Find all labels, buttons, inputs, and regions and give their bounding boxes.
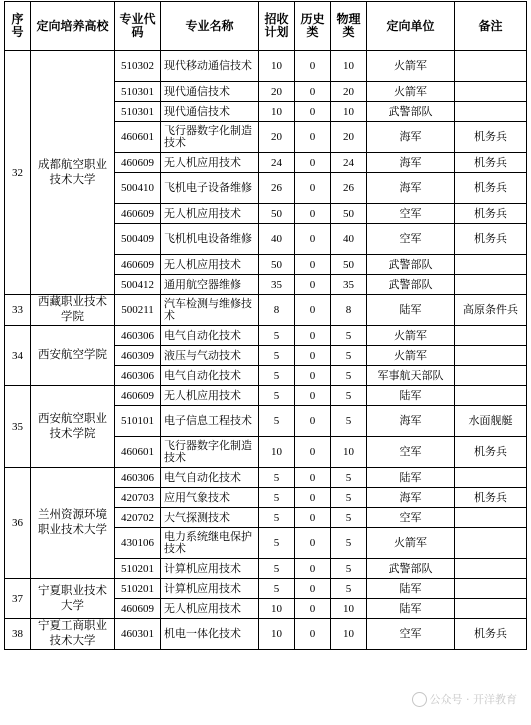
- row-remark: [455, 102, 527, 122]
- row-code: 500412: [115, 275, 161, 295]
- row-remark: [455, 51, 527, 82]
- row-unit: 陆军: [367, 295, 455, 326]
- wechat-icon: [412, 692, 427, 707]
- row-remark: [455, 386, 527, 406]
- row-school: 西安航空学院: [31, 326, 115, 386]
- row-major: 现代通信技术: [161, 82, 259, 102]
- row-major: 电力系统继电保护技术: [161, 528, 259, 559]
- row-code: 500211: [115, 295, 161, 326]
- row-history: 0: [295, 255, 331, 275]
- row-school: 宁夏职业技术大学: [31, 579, 115, 619]
- row-school: 西藏职业技术学院: [31, 295, 115, 326]
- row-seq: 35: [5, 386, 31, 468]
- row-seq: 37: [5, 579, 31, 619]
- row-history: 0: [295, 599, 331, 619]
- row-code: 510301: [115, 102, 161, 122]
- row-seq: 38: [5, 619, 31, 650]
- row-physics: 20: [331, 82, 367, 102]
- row-remark: 机务兵: [455, 153, 527, 173]
- row-quota: 10: [259, 619, 295, 650]
- row-code: 460609: [115, 153, 161, 173]
- row-history: 0: [295, 468, 331, 488]
- row-history: 0: [295, 122, 331, 153]
- row-unit: 武警部队: [367, 102, 455, 122]
- row-remark: [455, 579, 527, 599]
- row-unit: 空军: [367, 437, 455, 468]
- row-quota: 5: [259, 488, 295, 508]
- enrollment-quota-table: [4, 1, 527, 650]
- row-major: 无人机应用技术: [161, 204, 259, 224]
- row-remark: [455, 599, 527, 619]
- row-major: 无人机应用技术: [161, 386, 259, 406]
- row-history: 0: [295, 295, 331, 326]
- row-history: 0: [295, 579, 331, 599]
- row-quota: 5: [259, 386, 295, 406]
- row-major: 无人机应用技术: [161, 599, 259, 619]
- header-major: 专业名称: [161, 2, 259, 51]
- row-code: 510301: [115, 82, 161, 102]
- row-code: 460601: [115, 122, 161, 153]
- row-quota: 10: [259, 102, 295, 122]
- row-history: 0: [295, 204, 331, 224]
- row-physics: 20: [331, 122, 367, 153]
- row-history: 0: [295, 437, 331, 468]
- row-physics: 5: [331, 488, 367, 508]
- row-physics: 10: [331, 102, 367, 122]
- row-physics: 24: [331, 153, 367, 173]
- row-history: 0: [295, 82, 331, 102]
- row-remark: 机务兵: [455, 224, 527, 255]
- row-school: 宁夏工商职业技术大学: [31, 619, 115, 650]
- row-unit: 海军: [367, 488, 455, 508]
- row-major: 无人机应用技术: [161, 255, 259, 275]
- watermark-text: 公众号 · 开洋教育: [429, 692, 517, 706]
- row-seq: 33: [5, 295, 31, 326]
- row-quota: 24: [259, 153, 295, 173]
- row-remark: 机务兵: [455, 437, 527, 468]
- row-major: 计算机应用技术: [161, 559, 259, 579]
- row-quota: 20: [259, 82, 295, 102]
- row-code: 460306: [115, 366, 161, 386]
- row-quota: 5: [259, 406, 295, 437]
- row-code: 510201: [115, 579, 161, 599]
- row-unit: 海军: [367, 406, 455, 437]
- row-school: 西安航空职业技术学院: [31, 386, 115, 468]
- row-major: 汽车检测与维修技术: [161, 295, 259, 326]
- row-physics: 5: [331, 559, 367, 579]
- row-code: 460306: [115, 468, 161, 488]
- row-remark: [455, 559, 527, 579]
- row-school: 成都航空职业技术大学: [31, 51, 115, 295]
- row-code: 460609: [115, 599, 161, 619]
- row-quota: 5: [259, 579, 295, 599]
- row-physics: 50: [331, 255, 367, 275]
- row-quota: 8: [259, 295, 295, 326]
- row-physics: 5: [331, 406, 367, 437]
- row-code: 430106: [115, 528, 161, 559]
- row-major: 电气自动化技术: [161, 326, 259, 346]
- row-quota: 5: [259, 559, 295, 579]
- row-major: 飞机机电设备维修: [161, 224, 259, 255]
- row-quota: 10: [259, 51, 295, 82]
- row-quota: 10: [259, 437, 295, 468]
- row-major: 飞行器数字化制造技术: [161, 122, 259, 153]
- row-physics: 10: [331, 619, 367, 650]
- row-code: 510201: [115, 559, 161, 579]
- row-code: 460609: [115, 204, 161, 224]
- row-quota: 5: [259, 326, 295, 346]
- row-quota: 5: [259, 468, 295, 488]
- row-unit: 军事航天部队: [367, 366, 455, 386]
- table-row: [5, 579, 527, 599]
- row-seq: 32: [5, 51, 31, 295]
- row-remark: [455, 508, 527, 528]
- row-history: 0: [295, 559, 331, 579]
- watermark: [412, 691, 518, 708]
- row-unit: 空军: [367, 224, 455, 255]
- row-physics: 5: [331, 579, 367, 599]
- row-major: 大气探测技术: [161, 508, 259, 528]
- row-code: 460309: [115, 346, 161, 366]
- row-unit: 空军: [367, 619, 455, 650]
- row-major: 现代移动通信技术: [161, 51, 259, 82]
- row-unit: 武警部队: [367, 275, 455, 295]
- quota-table-container: [4, 1, 526, 650]
- row-unit: 陆军: [367, 468, 455, 488]
- row-physics: 10: [331, 51, 367, 82]
- row-code: 420702: [115, 508, 161, 528]
- row-code: 460306: [115, 326, 161, 346]
- row-school: 兰州资源环境职业技术大学: [31, 468, 115, 579]
- row-quota: 26: [259, 173, 295, 204]
- row-quota: 10: [259, 599, 295, 619]
- row-major: 电子信息工程技术: [161, 406, 259, 437]
- row-major: 计算机应用技术: [161, 579, 259, 599]
- header-school: 定向培养高校: [31, 2, 115, 51]
- row-physics: 35: [331, 275, 367, 295]
- row-major: 现代通信技术: [161, 102, 259, 122]
- row-quota: 5: [259, 346, 295, 366]
- row-remark: 机务兵: [455, 488, 527, 508]
- row-physics: 5: [331, 366, 367, 386]
- row-history: 0: [295, 173, 331, 204]
- row-history: 0: [295, 488, 331, 508]
- row-code: 510302: [115, 51, 161, 82]
- row-unit: 火箭军: [367, 346, 455, 366]
- row-history: 0: [295, 386, 331, 406]
- row-remark: 机务兵: [455, 204, 527, 224]
- table-row: [5, 295, 527, 326]
- row-unit: 海军: [367, 153, 455, 173]
- row-history: 0: [295, 275, 331, 295]
- row-physics: 5: [331, 468, 367, 488]
- row-physics: 5: [331, 508, 367, 528]
- row-major: 液压与气动技术: [161, 346, 259, 366]
- row-seq: 34: [5, 326, 31, 386]
- row-history: 0: [295, 508, 331, 528]
- row-unit: 火箭军: [367, 326, 455, 346]
- row-quota: 20: [259, 122, 295, 153]
- table-row: [5, 468, 527, 488]
- row-major: 飞行器数字化制造技术: [161, 437, 259, 468]
- header-remark: 备注: [455, 2, 527, 51]
- row-physics: 50: [331, 204, 367, 224]
- row-remark: [455, 366, 527, 386]
- row-physics: 5: [331, 528, 367, 559]
- header-physics: 物理类: [331, 2, 367, 51]
- row-remark: [455, 346, 527, 366]
- row-unit: 海军: [367, 173, 455, 204]
- row-history: 0: [295, 326, 331, 346]
- row-remark: [455, 82, 527, 102]
- row-remark: [455, 468, 527, 488]
- header-code: 专业代码: [115, 2, 161, 51]
- row-history: 0: [295, 153, 331, 173]
- table-body: [5, 51, 527, 650]
- header-unit: 定向单位: [367, 2, 455, 51]
- row-quota: 5: [259, 528, 295, 559]
- row-remark: [455, 275, 527, 295]
- row-code: 500410: [115, 173, 161, 204]
- row-unit: 海军: [367, 122, 455, 153]
- row-physics: 26: [331, 173, 367, 204]
- row-history: 0: [295, 619, 331, 650]
- row-major: 电气自动化技术: [161, 468, 259, 488]
- row-unit: 武警部队: [367, 255, 455, 275]
- row-code: 460609: [115, 386, 161, 406]
- header-quota: 招收计划: [259, 2, 295, 51]
- row-unit: 空军: [367, 204, 455, 224]
- row-unit: 武警部队: [367, 559, 455, 579]
- row-code: 460301: [115, 619, 161, 650]
- row-physics: 5: [331, 386, 367, 406]
- row-code: 460609: [115, 255, 161, 275]
- row-physics: 8: [331, 295, 367, 326]
- row-physics: 10: [331, 437, 367, 468]
- row-major: 机电一体化技术: [161, 619, 259, 650]
- row-quota: 50: [259, 255, 295, 275]
- row-history: 0: [295, 224, 331, 255]
- row-history: 0: [295, 406, 331, 437]
- table-row: [5, 326, 527, 346]
- row-code: 460601: [115, 437, 161, 468]
- row-remark: [455, 326, 527, 346]
- row-seq: 36: [5, 468, 31, 579]
- row-major: 通用航空器维修: [161, 275, 259, 295]
- table-row: [5, 51, 527, 82]
- row-remark: [455, 528, 527, 559]
- row-unit: 火箭军: [367, 528, 455, 559]
- row-quota: 5: [259, 366, 295, 386]
- row-unit: 空军: [367, 508, 455, 528]
- row-major: 电气自动化技术: [161, 366, 259, 386]
- row-unit: 火箭军: [367, 82, 455, 102]
- row-remark: [455, 255, 527, 275]
- row-history: 0: [295, 102, 331, 122]
- table-row: [5, 619, 527, 650]
- header-history: 历史类: [295, 2, 331, 51]
- row-unit: 陆军: [367, 599, 455, 619]
- row-physics: 40: [331, 224, 367, 255]
- row-remark: 机务兵: [455, 122, 527, 153]
- row-code: 510101: [115, 406, 161, 437]
- row-history: 0: [295, 528, 331, 559]
- row-remark: 机务兵: [455, 619, 527, 650]
- row-major: 应用气象技术: [161, 488, 259, 508]
- header-seq: 序号: [5, 2, 31, 51]
- row-major: 无人机应用技术: [161, 153, 259, 173]
- row-history: 0: [295, 51, 331, 82]
- row-remark: 机务兵: [455, 173, 527, 204]
- row-physics: 10: [331, 599, 367, 619]
- row-code: 500409: [115, 224, 161, 255]
- row-physics: 5: [331, 326, 367, 346]
- row-quota: 5: [259, 508, 295, 528]
- row-history: 0: [295, 346, 331, 366]
- table-header-row: [5, 2, 527, 51]
- row-quota: 35: [259, 275, 295, 295]
- row-unit: 陆军: [367, 386, 455, 406]
- row-code: 420703: [115, 488, 161, 508]
- row-remark: 水面舰艇: [455, 406, 527, 437]
- row-quota: 40: [259, 224, 295, 255]
- row-physics: 5: [331, 346, 367, 366]
- row-remark: 高原条件兵: [455, 295, 527, 326]
- table-row: [5, 386, 527, 406]
- row-unit: 火箭军: [367, 51, 455, 82]
- row-quota: 50: [259, 204, 295, 224]
- row-major: 飞机电子设备维修: [161, 173, 259, 204]
- row-history: 0: [295, 366, 331, 386]
- row-unit: 陆军: [367, 579, 455, 599]
